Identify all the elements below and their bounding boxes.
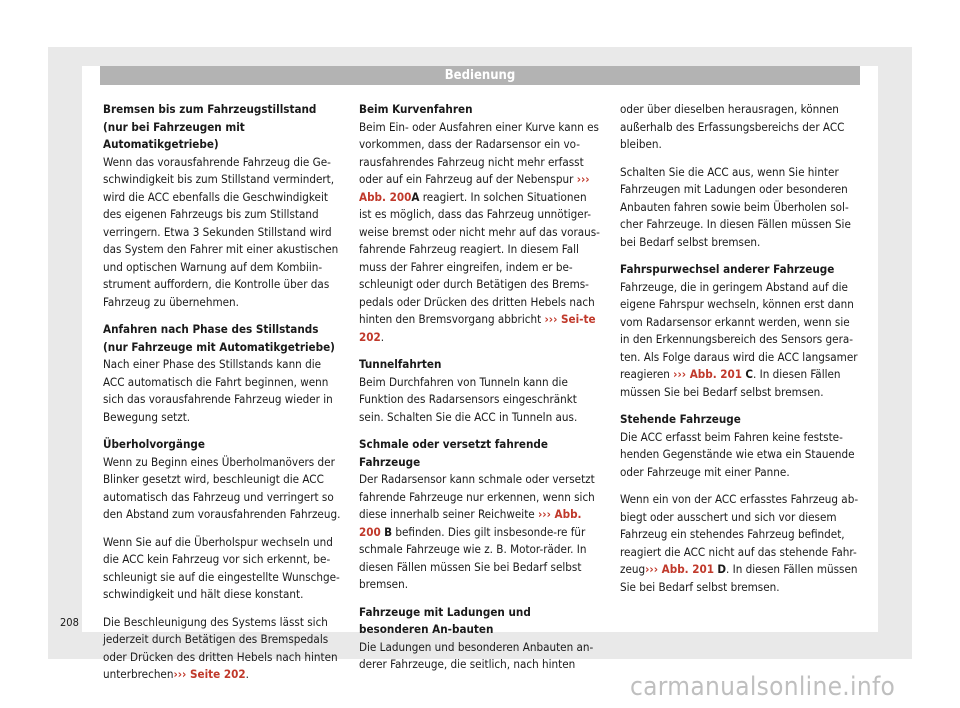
text-column-3 xyxy=(620,101,860,606)
text: . xyxy=(380,329,385,344)
text: Beim Ein- oder Ausfahren einer Kurve kann es vorkommen, dass der Radarsensor ein vo-rausfahrendes Fahrzeug nicht mehr erfasst oder auf ein Fahrzeug auf der Nebenspur xyxy=(359,119,599,186)
paragraph xyxy=(620,279,860,402)
heading-vehicles-with-loads: Fahrzeuge mit Ladungen und besonderen An-bauten xyxy=(359,604,531,636)
text: . xyxy=(245,667,249,681)
page-number: 208 xyxy=(60,616,79,629)
heading-overtaking: Überholvorgänge xyxy=(103,437,205,451)
watermark: carmanualsonline.info xyxy=(630,672,896,702)
paragraph: Wenn das vorausfahrende Fahrzeug die Ge-schwindigkeit bis zum Stillstand vermindert, wird die ACC ebenfalls die Geschwindigkeit des eigenen Fahrzeugs bis zum Stillstand verringern. Etwa 3 Sekunden Stillstand wird das System den Fahrer mit einer akustischen und optischen Warnung auf dem Kombiin-strument auffordern, die Kontrolle über das Fahrzeug zu übernehmen. xyxy=(103,154,339,309)
heading-tunnels: Tunnelfahrten xyxy=(359,357,442,371)
paragraph xyxy=(103,614,343,684)
heading-braking-to-standstill: Bremsen bis zum Fahrzeugstillstand (nur bei Fahrzeugen mit Automatikgetriebe) xyxy=(103,102,317,151)
figure-letter: D xyxy=(717,562,727,576)
text: Wenn ein von der ACC erfasstes Fahrzeug ab-biegt oder ausschert und sich vor diesem Fahrzeug ein stehendes Fahrzeug befindet, reagiert die ACC nicht auf das stehende Fahr-zeug xyxy=(620,492,859,576)
figure-reference-link[interactable]: ››› Abb. 201 xyxy=(673,367,743,381)
text: . In diesen Fällen müssen Sie bei Bedarf selbst bremsen. xyxy=(620,367,841,399)
heading-cornering: Beim Kurvenfahren xyxy=(359,102,473,116)
paragraph xyxy=(359,471,601,594)
text: Die Beschleunigung des Systems lässt sich jederzeit durch Betätigen des Bremspedals oder Drücken des dritten Hebels nach hinten unterbrechen xyxy=(103,614,338,681)
heading-lane-change: Fahrspurwechsel anderer Fahrzeuge xyxy=(620,262,835,276)
paragraph: Beim Durchfahren von Tunneln kann die Funktion des Radarsensors eingeschränkt sein. Schalten Sie die ACC in Tunneln aus. xyxy=(359,374,578,424)
section-header: Bedienung xyxy=(100,66,860,85)
text-column-1 xyxy=(103,101,343,694)
heading-starting-after-standstill: Anfahren nach Phase des Stillstands (nur Fahrzeuge mit Automatikgetriebe) xyxy=(103,322,335,354)
text-column-2 xyxy=(359,101,601,684)
paragraph: Die Ladungen und besonderen Anbauten an-derer Fahrzeuge, die seitlich, nach hinten xyxy=(359,639,594,671)
paragraph: Wenn zu Beginn eines Überholmanövers der Blinker gesetzt wird, beschleunigt die ACC automatisch das Fahrzeug und verringert so den Abstand zum vorausfahrenden Fahrzeug. xyxy=(103,454,341,521)
paragraph: Die ACC erfasst beim Fahren keine festste-henden Gegenstände wie etwa ein Stauende oder Fahrzeuge mit einer Panne. xyxy=(620,429,855,479)
figure-reference-link[interactable]: ››› Abb. 201 xyxy=(645,562,715,576)
paragraph: Schalten Sie die ACC aus, wenn Sie hinter Fahrzeugen mit Ladungen oder besonderen Anbauten fahren sowie beim Überholen sol-cher Fahrzeuge. In diesen Fällen müssen Sie bei Bedarf selbst bremsen. xyxy=(620,164,851,249)
figure-reference-link[interactable]: ››› Abb. 200 xyxy=(359,507,582,539)
figure-letter: C xyxy=(745,367,754,381)
page-reference-link[interactable]: ››› Seite 202 xyxy=(173,667,246,681)
text: . In diesen Fällen müssen Sie bei Bedarf selbst bremsen. xyxy=(620,562,858,594)
text: befinden. Dies gilt insbesonde-re für schmale Fahrzeuge wie z. B. Motor-räder. In diesen Fällen müssen Sie bei Bedarf selbst bremsen. xyxy=(359,524,587,591)
paragraph: Nach einer Phase des Stillstands kann die ACC automatisch die Fahrt beginnen, wenn sich das vorausfahrende Fahrzeug wieder in Bewegung setzt. xyxy=(103,357,333,424)
heading-narrow-vehicles: Schmale oder versetzt fahrende Fahrzeuge xyxy=(359,437,548,469)
page-reference-link[interactable]: ››› Sei-te 202 xyxy=(359,312,596,344)
paragraph: Wenn Sie auf die Überholspur wechseln und die ACC kein Fahrzeug vor sich erkennt, be-schleunigt sie auf die eingestellte Wunschge-schwindigkeit und hält diese konstant. xyxy=(103,534,340,601)
text: Fahrzeuge, die in geringem Abstand auf die eigene Fahrspur wechseln, können erst dann vom Radarsensor erkannt werden, wenn sie in den Erkennungsbereich des Sensors gera-ten. Als Folge daraus wird die ACC langsamer reagieren xyxy=(620,279,858,381)
paragraph xyxy=(359,119,601,347)
paragraph xyxy=(620,491,860,596)
figure-reference-link[interactable]: ››› Abb. 200 xyxy=(359,172,590,204)
figure-letter: B xyxy=(384,524,393,539)
text: reagiert. In solchen Situationen ist es möglich, dass das Fahrzeug unnötiger-weise bremst oder nicht mehr auf das voraus-fahrende Fahrzeug reagiert. In diesem Fall muss der Fahrer eingreifen, indem er be-schleunigt oder durch Betätigen des Brems-pedals oder Drücken des dritten Hebels nach hinten den Bremsvorgang abbricht xyxy=(359,189,600,326)
text: Der Radarsensor kann schmale oder versetzt fahrende Fahrzeuge nur erkennen, wenn sich diese innerhalb seiner Reichweite xyxy=(359,472,595,521)
heading-stationary-vehicles: Stehende Fahrzeuge xyxy=(620,412,741,426)
figure-letter: A xyxy=(411,189,420,204)
paragraph: oder über dieselben herausragen, können außerhalb des Erfassungsbereichs der ACC bleiben. xyxy=(620,102,845,151)
